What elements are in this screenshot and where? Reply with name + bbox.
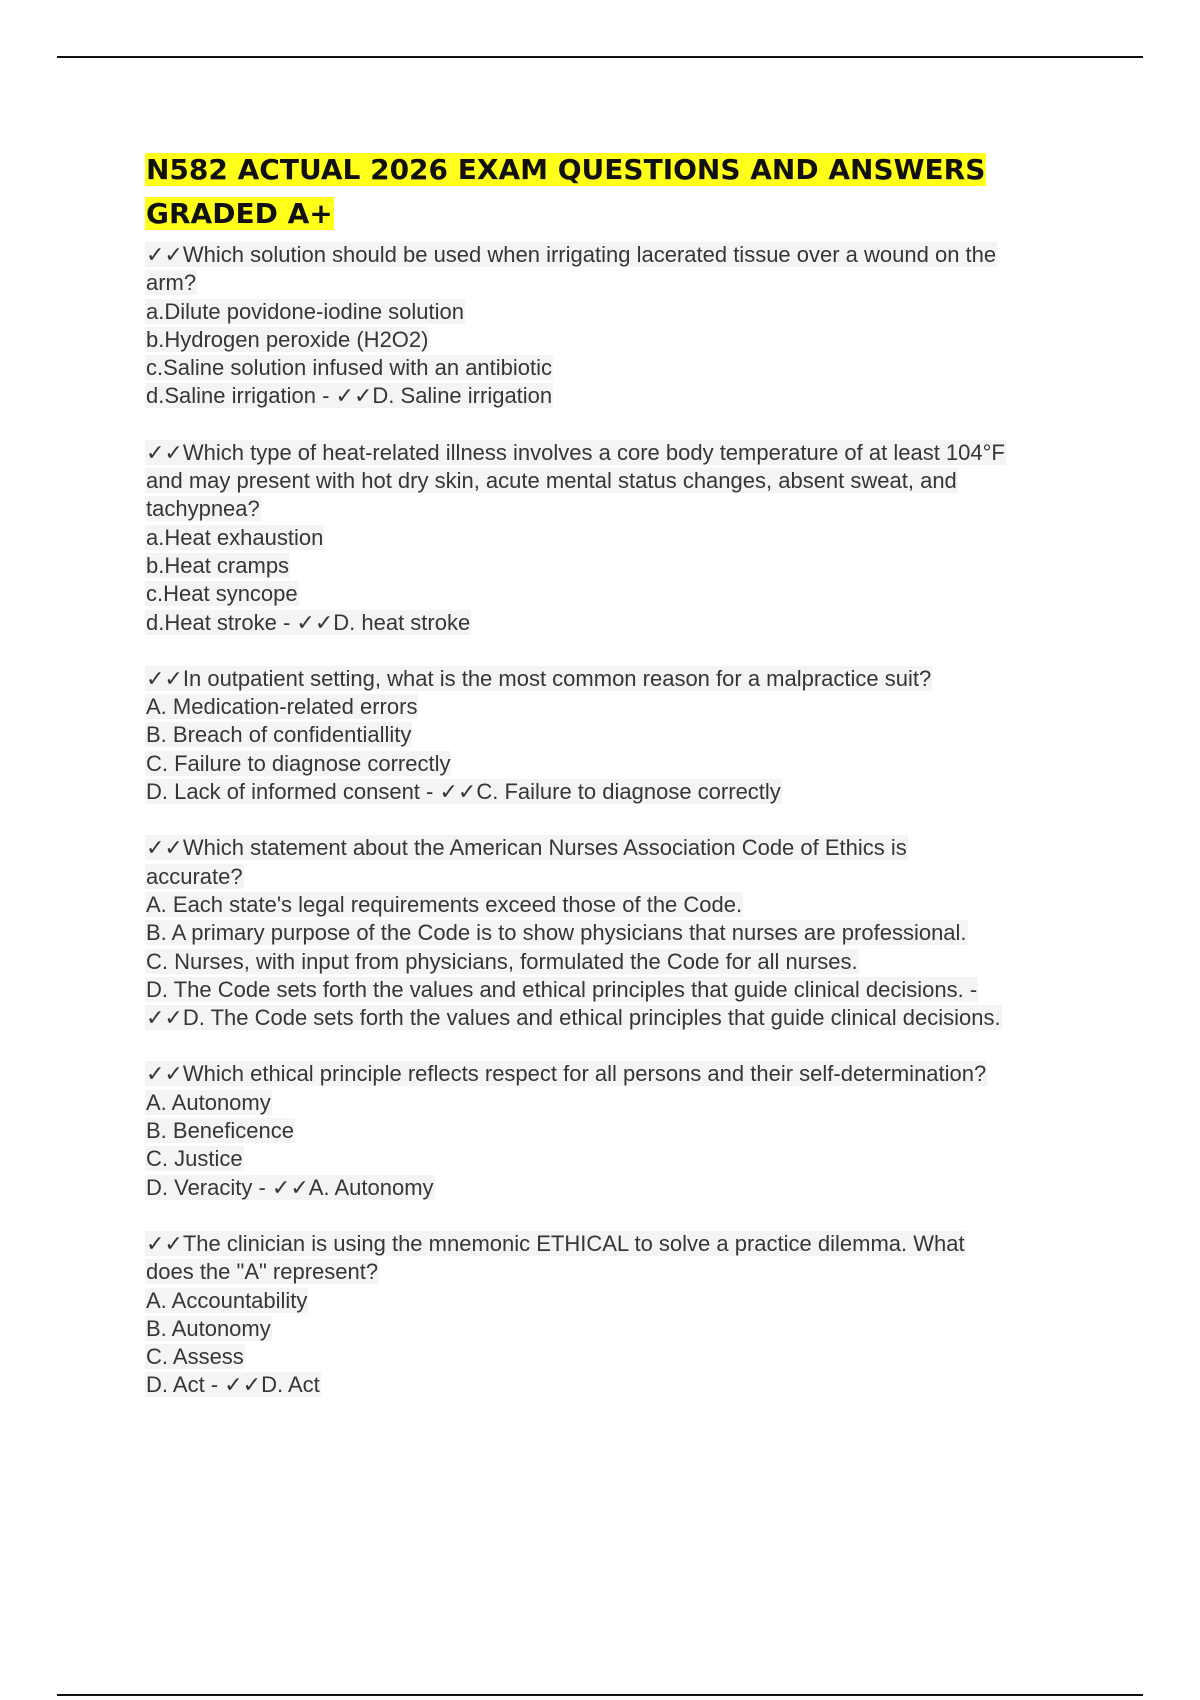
- question-block: [145, 834, 1105, 1032]
- question-text: ✓✓In outpatient setting, what is the most common reason for a malpractice suit?: [146, 665, 932, 691]
- question-block: [145, 241, 1105, 411]
- answer-option: C. Nurses, with input from physicians, formulated the Code for all nurses.: [146, 948, 858, 974]
- answer-key: ✓✓D. The Code sets forth the values and ethical principles that guide clinical decisions.: [146, 1005, 1001, 1031]
- answer-option: b.Heat cramps: [146, 552, 290, 578]
- title-line-1: N582 ACTUAL 2026 EXAM QUESTIONS AND ANSWERS: [146, 153, 986, 186]
- question-text: tachypnea?: [146, 496, 260, 522]
- question-block: [145, 1230, 1105, 1400]
- answer-option: B. Beneficence: [146, 1118, 294, 1144]
- answer-option: B. A primary purpose of the Code is to show physicians that nurses are professional.: [146, 920, 967, 946]
- answer-option: C. Assess: [146, 1344, 244, 1370]
- question-block: [145, 665, 1105, 806]
- answer-option: A. Medication-related errors: [146, 694, 418, 720]
- answer-option-with-key: D. Veracity - ✓✓A. Autonomy: [146, 1174, 434, 1200]
- question-text: and may present with hot dry skin, acute mental status changes, absent sweat, and: [146, 468, 957, 494]
- question-text: ✓✓Which ethical principle reflects respect for all persons and their self-determination?: [146, 1061, 987, 1087]
- question-block: [145, 439, 1105, 637]
- answer-option-with-key: D. Lack of informed consent - ✓✓C. Failure to diagnose correctly: [146, 779, 781, 805]
- question-text: arm?: [146, 270, 197, 296]
- answer-option: C. Failure to diagnose correctly: [146, 750, 451, 776]
- answer-option: c.Heat syncope: [146, 581, 298, 607]
- top-rule: [57, 56, 1143, 58]
- answer-option-with-key: D. Act - ✓✓D. Act: [146, 1372, 320, 1398]
- question-text: ✓✓Which statement about the American Nurses Association Code of Ethics is: [146, 835, 907, 861]
- title-line-2: GRADED A+: [146, 197, 333, 230]
- answer-option: C. Justice: [146, 1146, 243, 1172]
- question-text: ✓✓Which type of heat-related illness involves a core body temperature of at least 104°F: [146, 439, 1005, 465]
- question-text: accurate?: [146, 863, 243, 889]
- question-text: ✓✓Which solution should be used when irrigating lacerated tissue over a wound on the: [146, 242, 997, 267]
- answer-option: c.Saline solution infused with an antibiotic: [146, 355, 553, 381]
- answer-option: A. Accountability: [146, 1287, 308, 1313]
- answer-option: A. Each state's legal requirements exceed those of the Code.: [146, 891, 743, 917]
- answer-option: A. Autonomy: [146, 1089, 271, 1115]
- question-block: [145, 1060, 1105, 1201]
- answer-option: D. The Code sets forth the values and ethical principles that guide clinical decisions. -: [146, 976, 978, 1002]
- question-text: ✓✓The clinician is using the mnemonic ETHICAL to solve a practice dilemma. What: [146, 1230, 965, 1256]
- page-title: [145, 148, 1105, 236]
- answer-option: B. Autonomy: [146, 1315, 271, 1341]
- answer-option: B. Breach of confidentiallity: [146, 722, 412, 748]
- answer-option-with-key: d.Saline irrigation - ✓✓D. Saline irrigation: [146, 383, 553, 409]
- bottom-rule: [57, 1694, 1143, 1696]
- question-text: does the "A" represent?: [146, 1259, 379, 1285]
- answer-option: b.Hydrogen peroxide (H2O2): [146, 326, 429, 352]
- answer-option-with-key: d.Heat stroke - ✓✓D. heat stroke: [146, 609, 471, 635]
- document-body: [145, 148, 1105, 1428]
- answer-option: a.Heat exhaustion: [146, 524, 324, 550]
- answer-option: a.Dilute povidone-iodine solution: [146, 298, 464, 324]
